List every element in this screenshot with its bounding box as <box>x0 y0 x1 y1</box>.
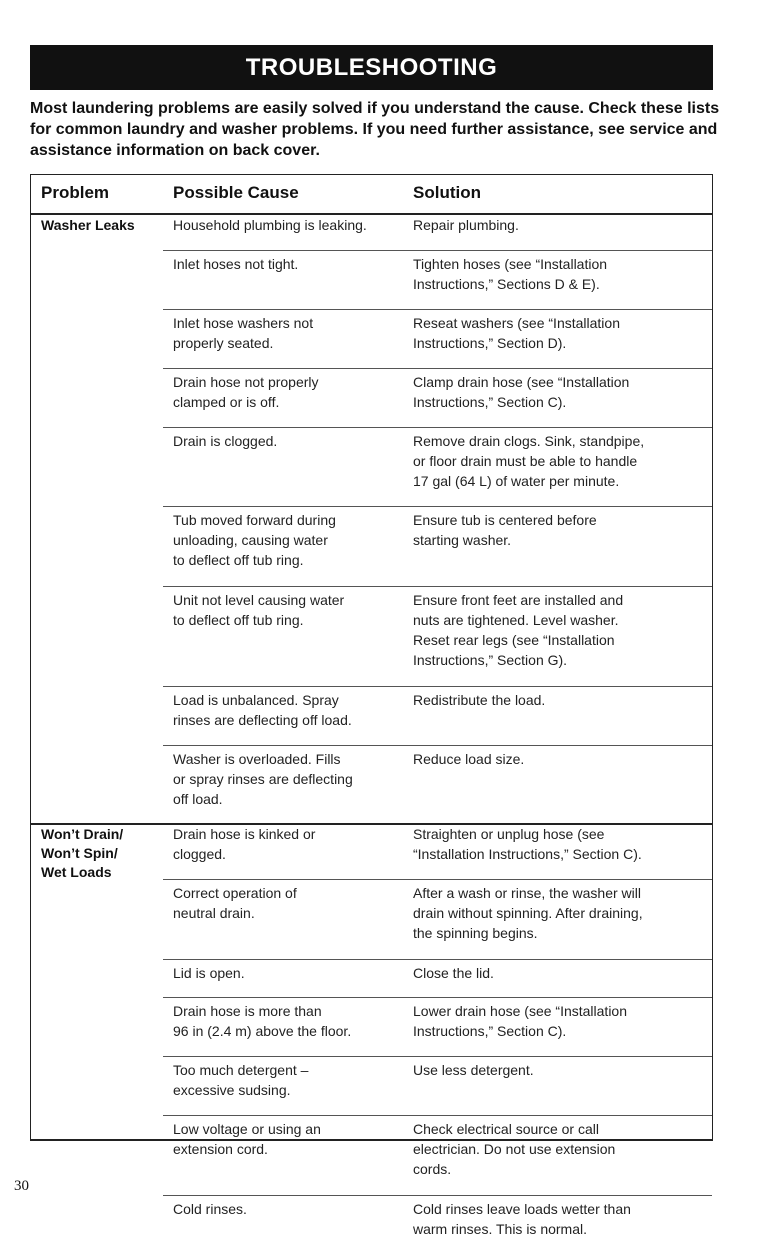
row-divider <box>163 1195 712 1196</box>
cause-line: Too much detergent – <box>173 1062 309 1078</box>
problem-label-line: Washer Leaks <box>41 217 135 233</box>
problem-label-line: Wet Loads <box>41 864 112 880</box>
solution-cell <box>413 690 709 710</box>
solution-line: drain without spinning. After draining, <box>413 905 643 921</box>
cause-line: Household plumbing is leaking. <box>173 217 367 233</box>
solution-line: Ensure tub is centered before <box>413 512 597 528</box>
cause-line: Drain hose is kinked or <box>173 826 316 842</box>
cause-line: unloading, causing water <box>173 532 328 548</box>
cause-line: excessive sudsing. <box>173 1082 291 1098</box>
table-header <box>31 175 712 215</box>
solution-line: “Installation Instructions,” Section C). <box>413 846 642 862</box>
cause-cell <box>173 313 403 353</box>
solution-cell <box>413 254 709 294</box>
cause-line: Lid is open. <box>173 964 245 981</box>
row-divider <box>163 427 712 428</box>
solution-line: Tighten hoses (see “Installation <box>413 255 608 272</box>
header-solution: Solution <box>413 183 481 202</box>
row-divider <box>163 1056 712 1057</box>
solution-line: nuts are tightened. Level washer. <box>413 611 619 628</box>
cause-line: Load is unbalanced. Spray <box>173 691 339 708</box>
cause-cell <box>173 590 403 630</box>
solution-line: Instructions,” Section G). <box>413 651 568 668</box>
page-title: TROUBLESHOOTING <box>30 45 713 90</box>
cause-cell <box>173 883 403 923</box>
row-divider <box>163 368 712 369</box>
solution-cell <box>413 1001 709 1041</box>
page-number: 30 <box>14 1178 29 1194</box>
cause-cell <box>173 824 403 864</box>
cause-cell <box>173 372 403 412</box>
problem-label-line: Won’t Drain/ <box>41 826 124 842</box>
solution-line: Lower drain hose (see “Installation <box>413 1003 628 1019</box>
row-divider <box>163 506 712 507</box>
header-problem: Problem <box>41 183 110 202</box>
solution-line: Reset rear legs (see “Installation <box>413 631 615 648</box>
solution-line: or floor drain must be able to handle <box>413 452 638 469</box>
problem-label <box>41 216 135 235</box>
solution-cell <box>413 431 709 491</box>
solution-line: Check electrical source or call <box>413 1121 599 1137</box>
solution-line: the spinning begins. <box>413 925 538 941</box>
cause-line: Drain is clogged. <box>173 432 278 449</box>
cause-line: extension cord. <box>173 1141 268 1157</box>
solution-line: Repair plumbing. <box>413 217 519 233</box>
cause-line: Drain hose not properly <box>173 373 319 390</box>
solution-line: Clamp drain hose (see “Installation <box>413 373 630 390</box>
cause-line: Unit not level causing water <box>173 591 345 608</box>
cause-line: to deflect off tub ring. <box>173 552 304 568</box>
solution-line: Ensure front feet are installed and <box>413 591 624 608</box>
cause-cell <box>173 690 403 730</box>
row-divider <box>163 1115 712 1116</box>
cause-line: Cold rinses. <box>173 1200 247 1217</box>
row-divider <box>163 879 712 880</box>
solution-line: After a wash or rinse, the washer will <box>413 885 641 901</box>
cause-line: off load. <box>173 790 223 807</box>
problem-label <box>41 825 123 882</box>
row-divider <box>163 686 712 687</box>
solution-line: Straighten or unplug hose (see <box>413 826 605 842</box>
cause-cell <box>173 1199 403 1219</box>
cause-cell <box>173 254 403 274</box>
solution-line: warm rinses. This is normal. <box>413 1220 588 1237</box>
cause-line: rinses are deflecting off load. <box>173 711 352 728</box>
cause-cell <box>173 510 403 570</box>
cause-line: to deflect off tub ring. <box>173 611 304 628</box>
solution-line: Instructions,” Sections D & E). <box>413 275 600 292</box>
solution-cell <box>413 215 709 235</box>
solution-cell <box>413 749 709 769</box>
row-divider <box>163 309 712 310</box>
solution-line: Redistribute the load. <box>413 691 546 708</box>
header-cause: Possible Cause <box>173 183 299 202</box>
problem-label-line: Won’t Spin/ <box>41 845 118 861</box>
solution-line: Instructions,” Section C). <box>413 393 567 410</box>
solution-line: electrician. Do not use extension <box>413 1141 616 1157</box>
cause-line: Inlet hose washers not <box>173 314 314 331</box>
solution-line: Cold rinses leave loads wetter than <box>413 1200 631 1217</box>
solution-cell <box>413 1199 709 1239</box>
solution-cell <box>413 824 709 864</box>
row-divider <box>163 250 712 251</box>
cause-line: Washer is overloaded. Fills <box>173 750 341 767</box>
cause-line: properly seated. <box>173 334 274 351</box>
solution-cell <box>413 1060 709 1080</box>
solution-line: Reduce load size. <box>413 750 525 767</box>
cause-cell <box>173 1119 403 1159</box>
solution-line: Close the lid. <box>413 964 494 981</box>
solution-cell <box>413 313 709 353</box>
cause-line: or spray rinses are deflecting <box>173 770 353 787</box>
row-divider <box>163 997 712 998</box>
solution-cell <box>413 590 709 670</box>
solution-line: Use less detergent. <box>413 1062 534 1078</box>
row-divider <box>163 959 712 960</box>
cause-cell <box>173 1001 403 1041</box>
solution-cell <box>413 883 709 943</box>
cause-cell <box>173 215 403 235</box>
cause-line: Inlet hoses not tight. <box>173 255 299 272</box>
solution-cell <box>413 963 709 983</box>
solution-cell <box>413 510 709 550</box>
cause-cell <box>173 431 403 451</box>
cause-cell <box>173 963 403 983</box>
solution-line: Reseat washers (see “Installation <box>413 314 620 331</box>
solution-cell <box>413 372 709 412</box>
troubleshooting-table <box>30 174 713 1237</box>
cause-line: clamped or is off. <box>173 393 280 410</box>
cause-line: clogged. <box>173 846 226 862</box>
cause-cell <box>173 749 403 809</box>
cause-line: Low voltage or using an <box>173 1121 321 1137</box>
solution-line: Instructions,” Section D). <box>413 334 567 351</box>
intro-paragraph: Most laundering problems are easily solved if you understand the cause. Check these lists for common laundry and washer problems. If you need further assistance, see service and assistance information on back cover. <box>30 100 720 159</box>
solution-line: Remove drain clogs. Sink, standpipe, <box>413 432 645 449</box>
cause-line: 96 in (2.4 m) above the floor. <box>173 1023 352 1039</box>
cause-line: Correct operation of <box>173 885 297 901</box>
solution-line: Instructions,” Section C). <box>413 1023 567 1039</box>
row-divider <box>163 745 712 746</box>
solution-cell <box>413 1119 709 1179</box>
row-divider <box>163 586 712 587</box>
cause-line: neutral drain. <box>173 905 255 921</box>
cause-line: Drain hose is more than <box>173 1003 322 1019</box>
solution-line: 17 gal (64 L) of water per minute. <box>413 472 620 489</box>
cause-line: Tub moved forward during <box>173 512 336 528</box>
cause-cell <box>173 1060 403 1100</box>
solution-line: cords. <box>413 1161 452 1177</box>
solution-line: starting washer. <box>413 532 512 548</box>
